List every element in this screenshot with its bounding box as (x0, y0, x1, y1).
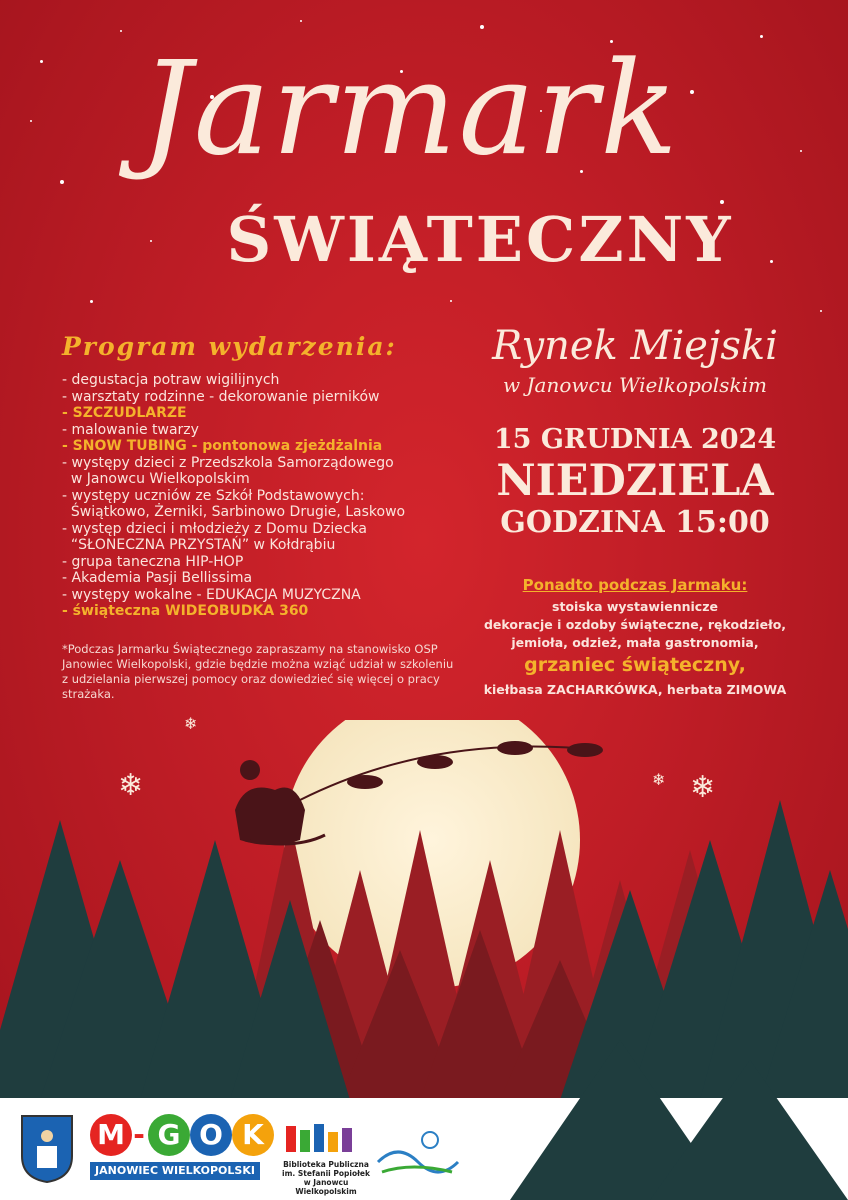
mgok-letter: K (232, 1114, 274, 1156)
library-line: Biblioteka Publiczna (283, 1160, 369, 1169)
mgok-letter: O (190, 1114, 232, 1156)
event-title: Jarmark (140, 35, 680, 184)
program-item: - warsztaty rodzinne - dekorowanie pierników (62, 388, 380, 405)
event-subtitle: ŚWIĄTECZNY (226, 203, 734, 276)
program-item: - występy uczniów ze Szkół Podstawowych: (62, 487, 365, 504)
foreground-tree (470, 1040, 848, 1200)
program-item: - degustacja potraw wigilijnych (62, 372, 280, 388)
library-line: w Janowcu Wielkopolskim (295, 1178, 357, 1196)
program-item: - świąteczna WIDEOBUDKA 360 (62, 603, 309, 619)
library-name (278, 1160, 374, 1196)
program-item: - występy dzieci z Przedszkola Samorządowego (62, 454, 394, 471)
program-item: - występy wokalne - EDUKACJA MUZYCZNA (62, 586, 361, 603)
library-logo-icon (284, 1120, 364, 1156)
snowflake-icon: ❄ (652, 770, 666, 789)
program-item: - SNOW TUBING - pontonowa zjeżdżalnia (62, 438, 383, 454)
mgok-letter: G (148, 1114, 190, 1156)
extras-highlight: grzaniec świąteczny, (524, 654, 746, 676)
program-item: - Akademia Pasji Bellissima (62, 570, 253, 586)
regional-logo-icon (372, 1122, 468, 1184)
program-item: Świątkowo, Żerniki, Sarbinowo Drugie, Laskowo (62, 504, 406, 520)
extras-heading: Ponadto podczas Jarmaku: (522, 576, 748, 594)
mgok-letter: - (133, 1118, 145, 1151)
program-heading: Program wydarzenia: (62, 332, 397, 361)
event-date: 15 GRUDNIA 2024 (493, 424, 777, 455)
mgok-subtitle: JANOWIEC WIELKOPOLSKI (90, 1162, 260, 1180)
program-item: “SŁONECZNA PRZYSTAŃ” w Kołdrąbiu (62, 537, 336, 553)
library-line: im. Stefanii Popiołek (282, 1169, 370, 1178)
venue-town: w Janowcu Wielkopolskim (503, 373, 767, 397)
program-item: - grupa taneczna HIP-HOP (62, 553, 244, 570)
coat-of-arms-icon (20, 1114, 74, 1184)
program-list (62, 372, 462, 620)
event-day: NIEDZIELA (496, 456, 774, 506)
program-item: - występ dzieci i młodzieży z Domu Dziecka (62, 520, 367, 537)
event-hour: GODZINA 15:00 (500, 505, 770, 540)
snowflake-icon: ❄ (118, 768, 144, 803)
program-item: - malowanie twarzy (62, 421, 199, 438)
snowflake-icon: ❄ (690, 770, 716, 805)
snowflake-icon: ❄ (184, 714, 198, 733)
extras-line: dekoracje i ozdoby świąteczne, rękodzieło, (483, 617, 787, 632)
extras-line: jemioła, odzież, mała gastronomia, (511, 635, 759, 650)
extras-line: stoiska wystawiennicze (552, 599, 718, 614)
mgok-letter: M (90, 1114, 132, 1156)
program-item: w Janowcu Wielkopolskim (62, 471, 250, 487)
extras-last-line: kiełbasa ZACHARKÓWKA, herbata ZIMOWA (483, 682, 787, 697)
venue-name: Rynek Miejski (492, 323, 778, 369)
program-item: - SZCZUDLARZE (62, 405, 187, 421)
mgok-logo (86, 1114, 266, 1186)
program-note: *Podczas Jarmarku Świątecznego zapraszamy na stanowisko OSP Janowiec Wielkopolski, gdzie będzie można wziąć udział w szkoleniu z udzielania pierwszej pomocy oraz dowiedzieć się więcej o pracy strażaka. (62, 642, 454, 701)
extras-list (440, 598, 830, 652)
